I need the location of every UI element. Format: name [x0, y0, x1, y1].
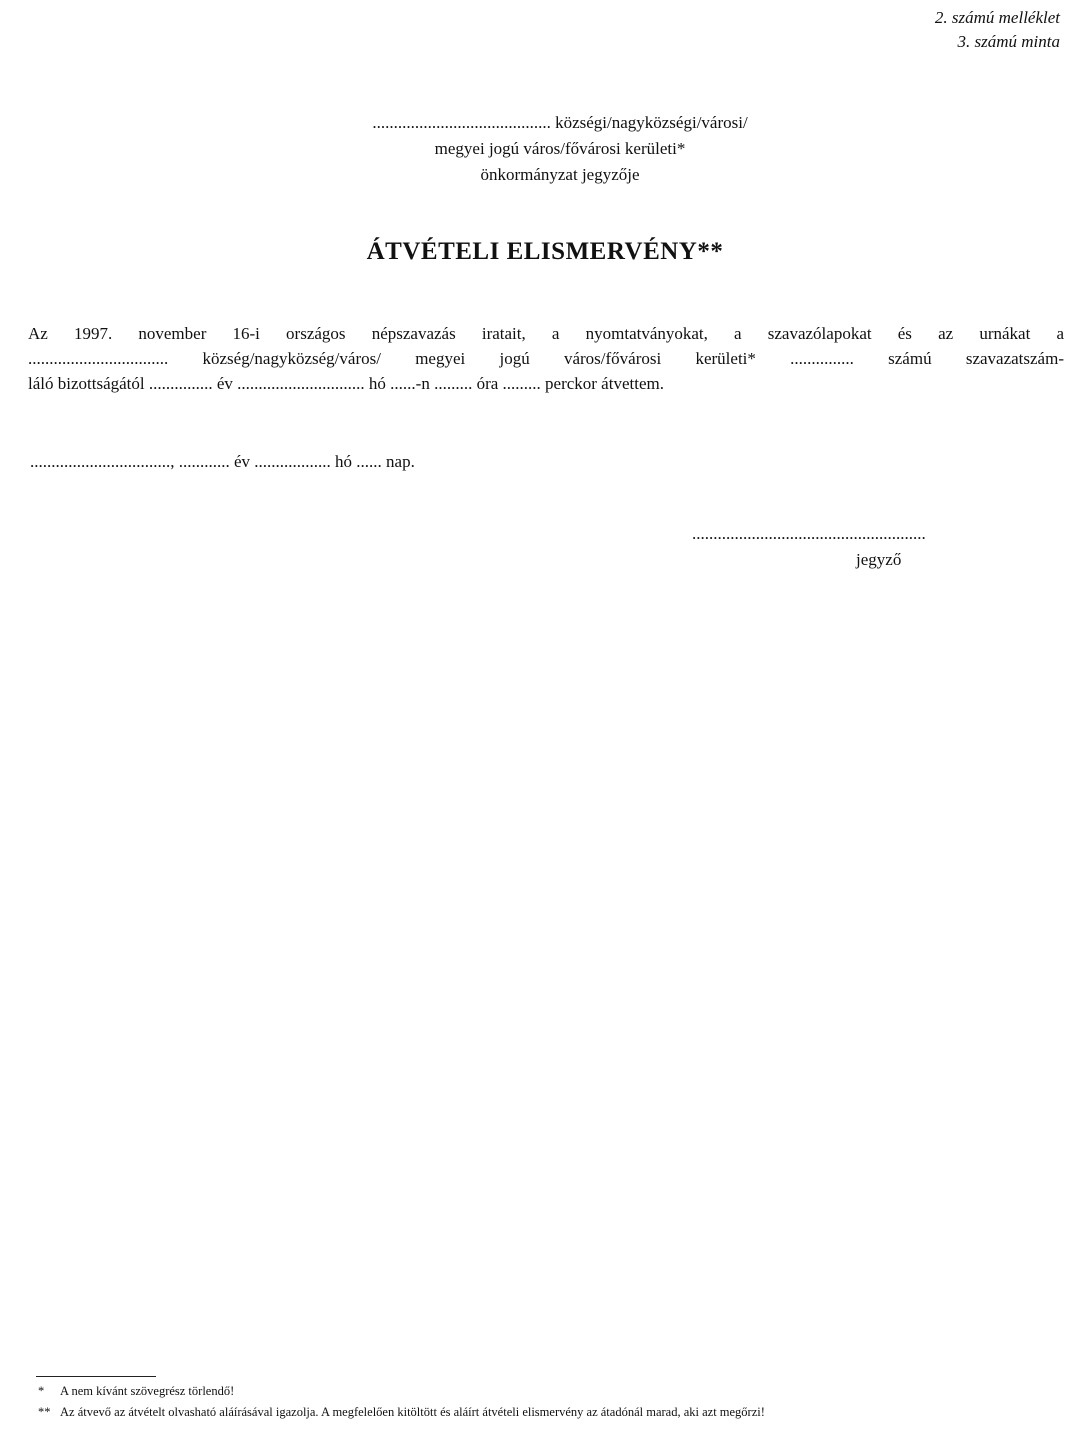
body-line-2: ................................. község/nagyközség/város/ megyei jogú város/fővárosi kerületi* ............... számú szavazatszám-	[28, 349, 1064, 368]
footnote-divider	[36, 1376, 156, 1377]
footnote-1-text: A nem kívánt szövegrész törlendő!	[60, 1384, 235, 1398]
footnote-2	[38, 1405, 765, 1420]
signature-line: .......................................................	[692, 524, 926, 543]
date-line: ................................., ............ év .................. hó ...... nap.	[30, 452, 415, 471]
signature-label: jegyző	[856, 550, 902, 569]
footnote-1	[38, 1384, 234, 1399]
body-line-3: láló bizottságától ............... év .............................. hó ......-n ......... óra ......... perckor átvettem.	[28, 374, 664, 393]
office-line-1	[240, 110, 880, 136]
document-title: ÁTVÉTELI ELISMERVÉNY**	[366, 238, 724, 265]
annex-number: 2. számú melléklet	[934, 8, 1060, 27]
footnote-2-mark: **	[38, 1405, 51, 1419]
office-line-2: megyei jogú város/fővárosi kerületi*	[434, 139, 686, 158]
office-line-3: önkormányzat jegyzője	[480, 165, 640, 184]
body-line-1: Az 1997. november 16-i országos népszavazás iratait, a nyomtatványokat, a szavazólapokat és az urnákat a	[28, 324, 1064, 343]
footnote-1-mark: *	[38, 1384, 45, 1398]
sample-number: 3. számú minta	[957, 32, 1060, 51]
office-fill-dots: ..........................................	[372, 113, 551, 132]
office-type-text: községi/nagyközségi/városi/	[555, 113, 748, 132]
footnote-2-text: Az átvevő az átvételt olvasható aláírásával igazolja. A megfelelően kitöltött és aláírt átvételi elismervény az átadónál marad, aki azt megőrzi!	[60, 1405, 765, 1419]
